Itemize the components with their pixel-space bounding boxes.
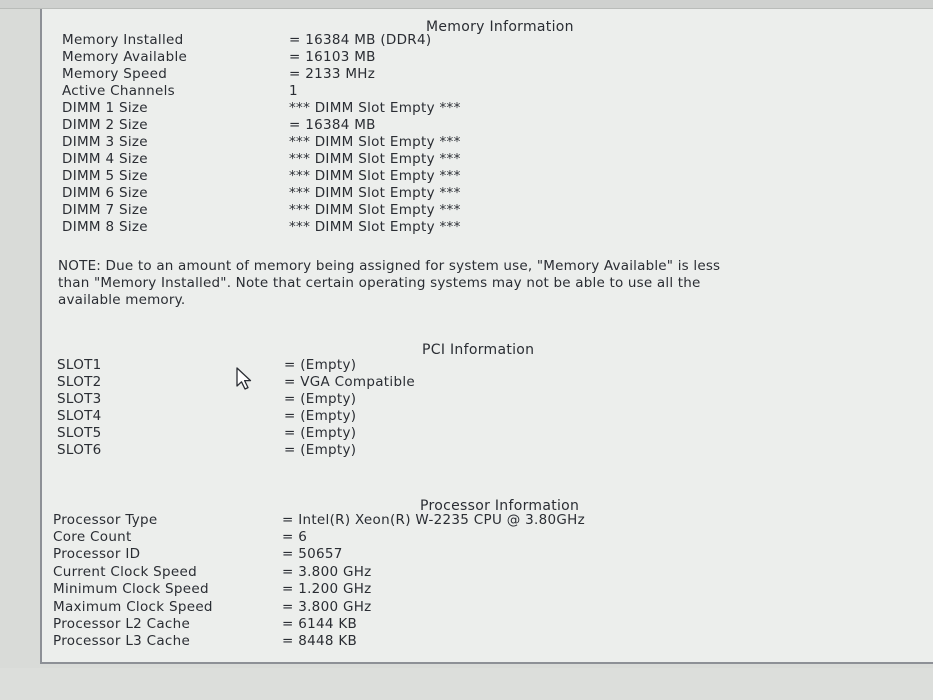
info-row [53, 512, 813, 529]
info-label: DIMM 5 Size [62, 168, 148, 184]
info-label: Core Count [53, 529, 132, 545]
info-label: SLOT6 [57, 442, 102, 458]
info-row [57, 374, 817, 391]
info-value: = 8448 KB [282, 633, 358, 649]
info-row [53, 529, 813, 546]
info-label: Active Channels [62, 83, 176, 99]
info-label: SLOT4 [57, 408, 102, 424]
info-row [53, 616, 813, 633]
bottom-strip [0, 668, 933, 700]
system-information-content [42, 9, 933, 664]
info-row [62, 32, 822, 49]
info-row [57, 442, 817, 459]
info-row [57, 408, 817, 425]
info-label: Memory Available [62, 49, 188, 65]
memory-note-line: NOTE: Due to an amount of memory being assigned for system use, "Memory Available" is less [58, 258, 721, 274]
info-row [53, 633, 813, 650]
top-bar [0, 0, 933, 9]
info-value: = 50657 [282, 546, 343, 562]
info-row [53, 599, 813, 616]
system-information-panel [40, 9, 933, 664]
info-label: SLOT1 [57, 357, 102, 373]
info-label: Processor L2 Cache [53, 616, 191, 632]
info-row [62, 100, 822, 117]
info-label: DIMM 8 Size [62, 219, 148, 235]
memory-note-line: than "Memory Installed". Note that certain operating systems may not be able to use all the [58, 275, 701, 291]
info-label: Maximum Clock Speed [53, 599, 213, 615]
info-row [53, 581, 813, 598]
info-row [57, 357, 817, 374]
pci-information-heading: PCI Information [422, 342, 535, 358]
info-row [62, 168, 822, 185]
info-label: DIMM 2 Size [62, 117, 148, 133]
info-row [62, 202, 822, 219]
info-value: = (Empty) [284, 442, 357, 458]
info-row [62, 134, 822, 151]
processor-information-heading: Processor Information [420, 498, 580, 514]
info-value: = 1.200 GHz [282, 581, 372, 597]
info-row [53, 546, 813, 563]
info-value: = (Empty) [284, 425, 357, 441]
info-label: DIMM 6 Size [62, 185, 148, 201]
info-value: = VGA Compatible [284, 374, 415, 390]
info-label: Minimum Clock Speed [53, 581, 209, 597]
info-label: DIMM 7 Size [62, 202, 148, 218]
info-value: *** DIMM Slot Empty *** [289, 202, 461, 218]
info-value: = 3.800 GHz [282, 599, 372, 615]
info-row [57, 391, 817, 408]
info-label: Processor ID [53, 546, 141, 562]
info-value: = (Empty) [284, 357, 357, 373]
info-label: DIMM 4 Size [62, 151, 148, 167]
info-label: Processor Type [53, 512, 158, 528]
info-value: *** DIMM Slot Empty *** [289, 168, 461, 184]
info-label: DIMM 3 Size [62, 134, 148, 150]
info-value: = 6144 KB [282, 616, 358, 632]
memory-information-heading: Memory Information [426, 19, 574, 35]
info-value: = 2133 MHz [289, 66, 376, 82]
info-value: *** DIMM Slot Empty *** [289, 151, 461, 167]
info-row [62, 66, 822, 83]
info-label: SLOT5 [57, 425, 102, 441]
info-row [62, 83, 822, 100]
info-label: Current Clock Speed [53, 564, 197, 580]
info-label: Memory Speed [62, 66, 168, 82]
info-row [62, 219, 822, 236]
info-value: 1 [289, 83, 298, 99]
info-label: Processor L3 Cache [53, 633, 191, 649]
info-row [62, 117, 822, 134]
info-value: = 16103 MB [289, 49, 376, 65]
info-value: *** DIMM Slot Empty *** [289, 100, 461, 116]
info-label: DIMM 1 Size [62, 100, 148, 116]
mouse-pointer-icon [236, 367, 254, 391]
info-value: *** DIMM Slot Empty *** [289, 219, 461, 235]
info-value: *** DIMM Slot Empty *** [289, 185, 461, 201]
info-row [57, 425, 817, 442]
info-value: = 3.800 GHz [282, 564, 372, 580]
info-value: = 16384 MB (DDR4) [289, 32, 432, 48]
info-label: Memory Installed [62, 32, 184, 48]
info-value: = Intel(R) Xeon(R) W-2235 CPU @ 3.80GHz [282, 512, 585, 528]
info-row [62, 185, 822, 202]
info-value: = 16384 MB [289, 117, 376, 133]
info-label: SLOT3 [57, 391, 102, 407]
info-row [62, 151, 822, 168]
memory-note-line: available memory. [58, 292, 186, 308]
info-row [62, 49, 822, 66]
info-value: = (Empty) [284, 408, 357, 424]
info-value: = (Empty) [284, 391, 357, 407]
memory-note [58, 258, 858, 309]
info-value: = 6 [282, 529, 308, 545]
info-value: *** DIMM Slot Empty *** [289, 134, 461, 150]
info-label: SLOT2 [57, 374, 102, 390]
info-row [53, 564, 813, 581]
